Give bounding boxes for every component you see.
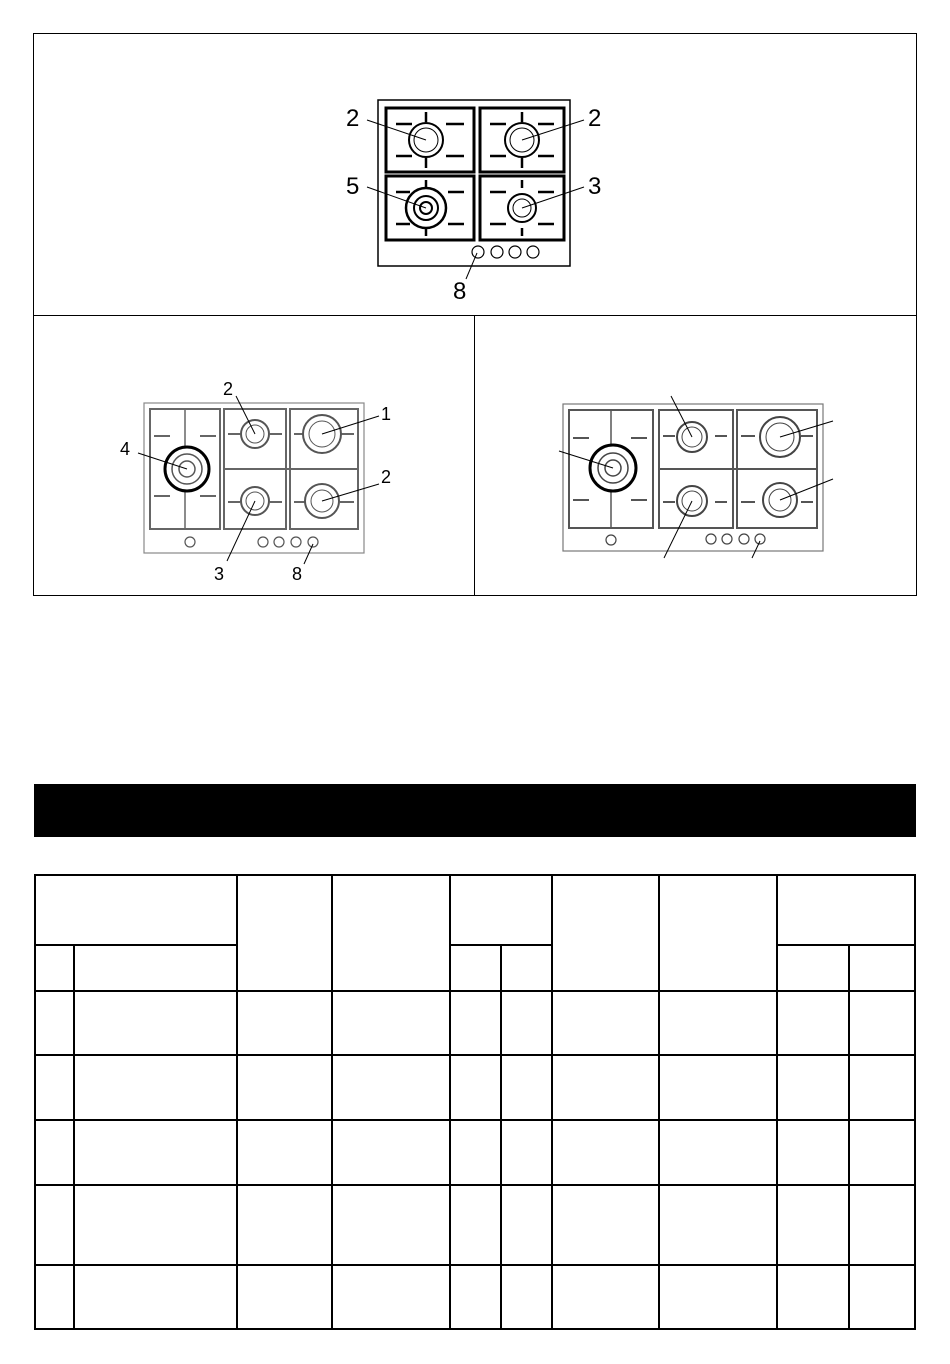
callout-2-top-mid: 2 bbox=[223, 379, 234, 399]
callout-1: 1 bbox=[381, 404, 392, 424]
section-heading-bar bbox=[34, 784, 916, 837]
callout-8: 8 bbox=[453, 278, 467, 305]
hob-4-burner-diagram bbox=[34, 34, 916, 315]
callout-3: 3 bbox=[588, 173, 602, 200]
diagram-right-frame bbox=[474, 315, 917, 596]
hob-5-burner-diagram-labeled bbox=[34, 316, 474, 595]
callout-8: 8 bbox=[292, 564, 303, 584]
callout-3: 3 bbox=[214, 564, 225, 584]
callout-2-right-lower: 2 bbox=[381, 467, 392, 487]
diagram-top-frame bbox=[33, 33, 917, 316]
burner-spec-table bbox=[34, 874, 916, 1330]
callout-5: 5 bbox=[346, 173, 360, 200]
callout-2-top-right: 2 bbox=[588, 105, 602, 132]
diagram-left-frame bbox=[33, 315, 475, 596]
callout-4: 4 bbox=[120, 439, 131, 459]
hob-5-burner-diagram-unlabeled bbox=[475, 316, 916, 595]
callout-2-top-left: 2 bbox=[346, 105, 360, 132]
